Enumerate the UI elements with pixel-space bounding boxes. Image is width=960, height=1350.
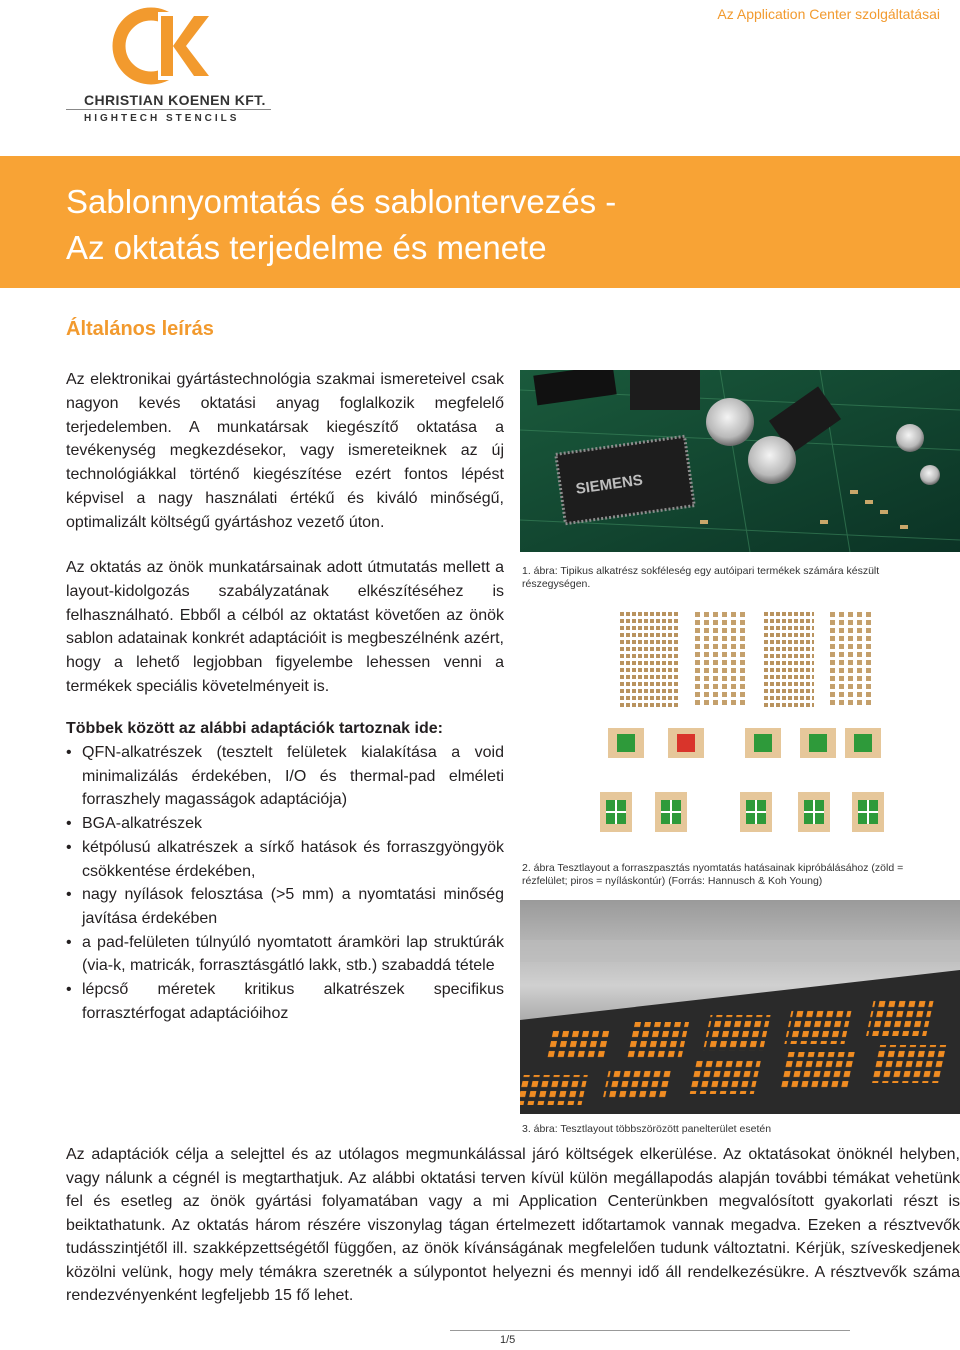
- section-heading: Általános leírás: [66, 318, 214, 340]
- brand-name: CHRISTIAN KOENEN KFT.: [84, 92, 266, 108]
- footer-divider: [450, 1330, 850, 1331]
- adaptation-list: [66, 741, 504, 1025]
- panel-test-photo: [520, 900, 960, 1114]
- figure3-caption: 3. ábra: Tesztlayout többszörözött panelterület esetén: [522, 1123, 772, 1135]
- page-title-line2: Az oktatás terjedelme és menete: [66, 229, 547, 266]
- brand-divider: [66, 109, 271, 110]
- second-paragraph: Az oktatás az önök munkatársainak adott útmutatás mellett a layout-kidolgozás szabályzatának elkészítéséhez is felhasználható. Ebből a célból az oktatást követően az önök sablon adatainak konkrét adaptációit is megbeszélnénk azért, hogy a lehető legjobban figyelembe lehessen venni a termékek speciális követelményeit is.: [66, 559, 504, 695]
- page-number: 1/5: [500, 1334, 516, 1346]
- figure2-caption: 2. ábra Tesztlayout a forraszpasztás nyomtatás hatásainak kipróbálásához (zöld = rézfelület; piros = nyíláskontúr) (Forrás: Hannusch & Koh Young): [522, 862, 904, 887]
- list-item: • lépcső méretek kritikus alkatrészek specifikus forrasztérfogat adaptációihoz: [66, 978, 504, 1025]
- list-item: • kétpólusú alkatrészek a sírkő hatások és forraszgyöngyök csökkentése érdekében,: [66, 836, 504, 883]
- pcb-photo: [520, 370, 960, 552]
- page-title-line1: Sablonnyomtatás és sablontervezés -: [66, 183, 617, 220]
- pcb-illustration: [520, 370, 960, 552]
- figure1-caption: 1. ábra: Tipikus alkatrész sokféleség egy autóipari termékek számára készült részegységen.: [522, 565, 880, 590]
- header-section-label: Az Application Center szolgáltatásai: [717, 6, 940, 22]
- list-item: • BGA-alkatrészek: [66, 812, 504, 836]
- list-item: • a pad-felületen túlnyúló nyomtatott áramköri lap struktúrák (via-k, matricák, forrasztásgátló lakk, stb.) szabaddá tétele: [66, 931, 504, 978]
- intro-paragraph: Az elektronikai gyártástechnológia szakmai ismereteivel csak nagyon kevés oktatási anyag foglalkozik megfelelő terjedelemben. A munkatársak kiegészítő oktatása a tevékenység megkezdésekor, vagy ismereteiknek az új technológiákkal történő kiegészítése ezért fontos lépést képvisel a nagy használati értékű és kiváló minőségű, optimalizált költségű gyártáshoz vezető úton.: [66, 371, 504, 531]
- title-banner: [0, 156, 960, 288]
- chip-label: SIEMENS: [574, 471, 644, 498]
- test-layout-pads-illustration: [600, 720, 900, 838]
- stencil-pattern-illustration: [614, 612, 876, 708]
- brand-tagline: HIGHTECH STENCILS: [84, 113, 240, 124]
- list-item: • nagy nyílások felosztása (>5 mm) a nyomtatási minőség javítása érdekében: [66, 883, 504, 930]
- closing-paragraph: Az adaptációk célja a selejttel és az utólagos megmunkálással járó költségek elkerülése. Az oktatásokat önöknél helyben, vagy nálunk a cégnél is megtarthatjuk. Az alábbi oktatási terven kívül külön megállapodás alapján további témákat vehetünk fel és esetleg az önök gyártási folyamatában vagy a mi Application Centerünkben megvalósított gyakorlati részt is beiktathatunk. Az oktatás három részére viszonylag tágan értelmezett időtartamok vannak megadva. Ezeken a résztvevők tudásszintjétől ill. szakképzettségétől függően, az önök kívánságának megfelelően tudunk változtatni. Kérjük, szíveskedjenek közölni velünk, hogy mely témákra szeretnék a súlypontot helyezni és mennyi idő áll rendelkezésükre. A résztvevők száma rendezvényenként legfeljebb 15 fő lehet.: [66, 1146, 960, 1304]
- list-item: • QFN-alkatrészek (tesztelt felületek kialakítása a void minimalizálás érdekében, I/O és thermal-pad elméleti forraszhely magasságok adaptációja): [66, 741, 504, 812]
- list-heading: Többek között az alábbi adaptációk tartoznak ide:: [66, 720, 443, 737]
- panel-illustration: [520, 900, 960, 1114]
